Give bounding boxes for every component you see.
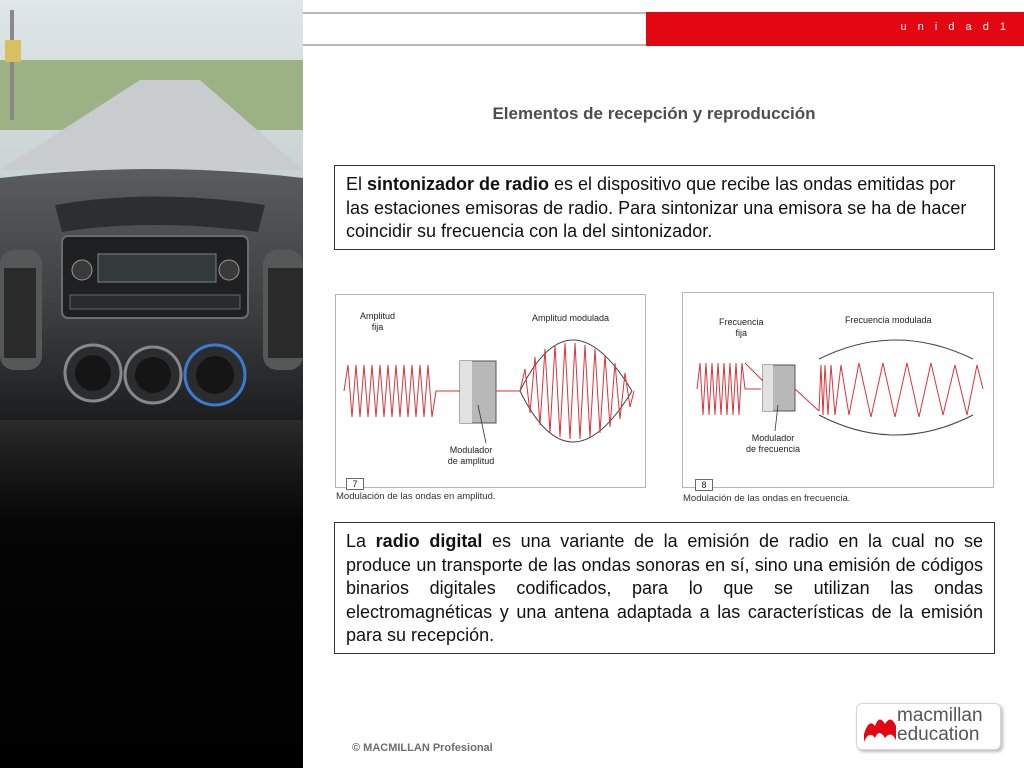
copyright-text: © MACMILLAN Profesional: [352, 742, 493, 754]
digital-text-pre: La: [346, 531, 376, 551]
am-figure: [335, 294, 646, 488]
tuner-text-bold: sintonizador de radio: [367, 174, 550, 194]
logo-line2: education: [897, 724, 980, 745]
slide-title: Elementos de recepción y reproducción: [492, 104, 816, 123]
fm-output-wave: [819, 363, 983, 417]
fm-figure-number: 8: [695, 479, 713, 491]
am-figure-number: 7: [346, 478, 364, 490]
am-output-wave: [520, 343, 634, 439]
fm-caption: Modulación de las ondas en frecuencia.: [683, 493, 851, 504]
digital-text-bold: radio digital: [375, 531, 483, 551]
am-label-fixed: Amplitud fija: [360, 311, 396, 332]
tuner-text-post: es el dispositivo que recibe las ondas emitidas por las estaciones emisoras de radio. Para sintonizar una emisora se ha de hacer coincidir su frecuencia con la del sintonizador.: [346, 174, 967, 241]
digital-text-post: es una variante de la emisión de radio en la cual no se produce un transporte de las ondas sonoras en sí, sino una emisión de códigos binarios digitales codificados, para lo que se utilizan las ondas electromagnéticas y una antena adaptada a las características de la emisión para su recepción.: [346, 531, 983, 645]
tuner-text-pre: El: [346, 174, 368, 194]
tuner-text-box: [334, 165, 995, 250]
fm-figure: [682, 292, 994, 488]
fm-input-wave: [697, 363, 761, 415]
digital-radio-text-box: [334, 522, 995, 654]
header-bar-red: [646, 12, 1024, 46]
car-radio: [62, 236, 248, 318]
logo-line1: macmillan: [897, 705, 983, 726]
header-bar-gray: [303, 12, 646, 46]
fm-label-fixed: Frecuencia fija: [719, 317, 764, 338]
unit-label: u n i d a d 1: [900, 21, 1010, 33]
fm-label-modulated: Frecuencia modulada: [845, 315, 932, 325]
macmillan-logo: [856, 703, 1001, 750]
hvac-knobs: [65, 345, 245, 405]
am-label-modulated: Amplitud modulada: [532, 313, 610, 323]
dashboard-photo: [0, 0, 303, 768]
logo-text: [897, 706, 983, 744]
fm-label-modulator: Modulador de frecuencia: [745, 433, 801, 454]
macmillan-logo-icon: [861, 704, 899, 749]
am-label-modulator: Modulador de amplitud: [447, 445, 495, 466]
am-caption: Modulación de las ondas en amplitud.: [336, 491, 496, 502]
